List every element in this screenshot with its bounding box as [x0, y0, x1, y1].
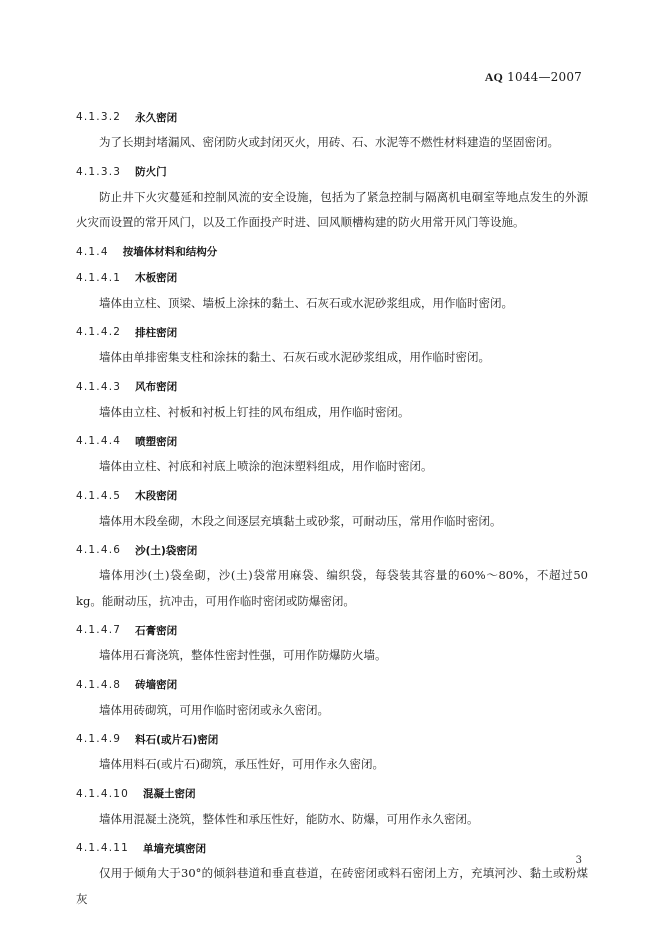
- section-number: 4.1.4.11: [76, 842, 130, 854]
- section-title: 排柱密闭: [135, 326, 178, 339]
- section-title: 风布密闭: [135, 381, 178, 393]
- section-number: 4.1.4.7: [76, 624, 122, 636]
- section-title: 永久密闭: [135, 111, 178, 124]
- section-title: 木板密闭: [135, 272, 178, 284]
- section-paragraph: 墙体用木段垒砌，木段之间逐层充填黏土或砂浆，可耐动压，常用作临时密闭。: [99, 513, 502, 528]
- section-heading: [76, 483, 588, 509]
- section-number: 4.1.4.4: [76, 435, 122, 447]
- section-number: 4.1.4.2: [76, 326, 122, 338]
- section-heading: [76, 835, 588, 861]
- section-heading: [76, 104, 588, 130]
- section-number: 4.1.4.3: [76, 380, 122, 393]
- section-paragraph: 墙体由立柱、衬板和衬板上钉挂的风布组成，用作临时密闭。: [99, 404, 410, 419]
- section-paragraph: 墙体用料石(或片石)砌筑，承压性好，可用作永久密闭。: [99, 757, 384, 771]
- section-title: 喷塑密闭: [135, 435, 178, 448]
- section-title: 沙(土)袋密闭: [135, 544, 198, 557]
- page-number: 3: [575, 855, 582, 866]
- section-heading: [76, 617, 588, 643]
- section-number: 4.1.4.10: [76, 787, 130, 800]
- section-paragraph: 墙体用砖砌筑，可用作临时密闭或永久密闭。: [99, 702, 329, 717]
- section-heading: [76, 672, 588, 698]
- section-title: 单墙充填密闭: [143, 842, 207, 855]
- section-paragraph: 墙体用混凝土浇筑，整体性和承压性好，能防水、防爆，可用作永久密闭。: [99, 811, 479, 826]
- section-heading: [76, 726, 588, 752]
- section-title: 石膏密闭: [135, 624, 178, 637]
- section-title: 混凝土密闭: [143, 788, 196, 800]
- section-title: 按墙体材料和结构分: [122, 246, 218, 258]
- page-header: [485, 70, 582, 85]
- section-number: 4.1.4: [76, 245, 109, 258]
- section-title: 木段密闭: [135, 490, 178, 502]
- section-number: 4.1.4.5: [76, 489, 122, 502]
- standard-code: AQ: [484, 70, 504, 84]
- section-heading: [76, 374, 588, 400]
- section-paragraph: 仅用于倾角大于30°的倾斜巷道和垂直巷道，在砖密闭或料石密闭上方，充填河沙、黏土或粉煤灰: [76, 866, 588, 906]
- section-number: 4.1.4.1: [76, 271, 122, 284]
- section-number: 4.1.4.9: [76, 733, 122, 745]
- section-heading: [76, 239, 588, 265]
- section-paragraph: 防止井下火灾蔓延和控制风流的安全设施，包括为了紧急控制与隔离机电硐室等地点发生的外源火灾而设置的常开风门，以及工作面投产时进、回风顺槽构建的防火用常开风门等设施。: [76, 189, 588, 229]
- section-paragraph: 墙体由立柱、顶梁、墙板上涂抹的黏土、石灰石或水泥砂浆组成，用作临时密闭。: [99, 295, 513, 310]
- section-number: 4.1.4.6: [76, 544, 122, 556]
- section-title: 防火门: [135, 166, 167, 178]
- section-number: 4.1.4.8: [76, 678, 122, 691]
- standard-number: 1044—2007: [507, 70, 582, 84]
- document-body: [76, 104, 588, 915]
- section-heading: [76, 781, 588, 807]
- section-heading: [76, 428, 588, 454]
- section-paragraph: 墙体由单排密集支柱和涂抹的黏土、石灰石或水泥砂浆组成，用作临时密闭。: [99, 350, 490, 364]
- section-heading: [76, 537, 588, 563]
- section-paragraph: 为了长期封堵漏风、密闭防火或封闭灭火，用砖、石、水泥等不燃性材料建造的坚固密闭。: [99, 135, 559, 149]
- section-heading: [76, 159, 588, 185]
- section-paragraph: 墙体用石膏浇筑，整体性密封性强，可用作防爆防火墙。: [99, 648, 387, 662]
- section-title: 料石(或片石)密闭: [135, 733, 219, 746]
- section-paragraph: 墙体由立柱、衬底和衬底上喷涂的泡沫塑料组成，用作临时密闭。: [99, 459, 433, 473]
- section-heading: [76, 319, 588, 345]
- section-number: 4.1.3.2: [76, 111, 122, 123]
- section-paragraph: 墙体用沙(土)袋垒砌，沙(土)袋常用麻袋、编织袋，每袋装其容量的60%～80%，不超过50 kg。能耐动压，抗冲击，可用作临时密闭或防爆密闭。: [76, 568, 588, 608]
- section-heading: [76, 265, 588, 291]
- section-title: 砖墙密闭: [135, 679, 178, 691]
- section-number: 4.1.3.3: [76, 165, 122, 178]
